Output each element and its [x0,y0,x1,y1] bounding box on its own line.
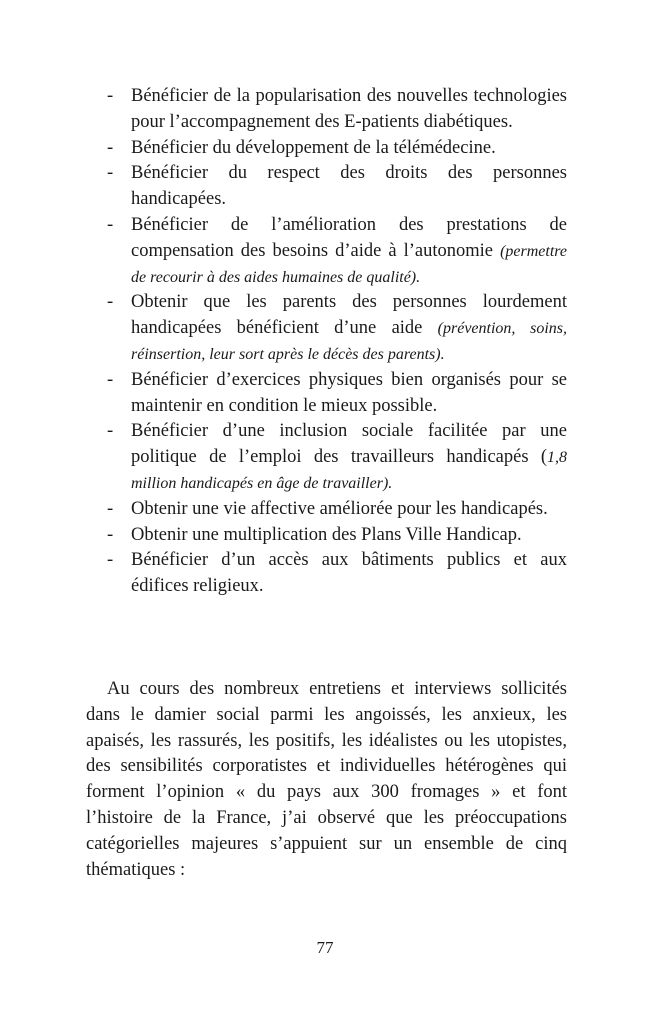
list-item-text: Obtenir une vie affective améliorée pour les handicapés. [131,498,548,519]
list-item [107,419,567,496]
list-dash: - [107,86,114,106]
list-item-text: Obtenir que les parents des personnes lourdement handicapées bénéficient d’une aide [131,292,567,339]
list-item [107,290,567,367]
list-item-note: (prévention, soins, réinsertion, leur sort après le décès des parents). [131,320,567,363]
list-item-note: (permettre de recourir à des aides humaines de qualité). [131,242,567,286]
list-dash: - [107,498,114,519]
list-item [107,213,567,290]
list-item-text: Obtenir une multiplication des Plans Ville Handicap. [131,524,522,545]
list-item [107,523,567,549]
list-item [107,497,567,523]
list-item [107,548,567,600]
list-item-text: Bénéficier de l’amélioration des prestations de compensation des besoins d’aide à l’autonomie [131,214,567,261]
page-number: 77 [316,938,334,957]
list-dash: - [107,137,114,158]
list-dash: - [107,292,114,313]
list-dash: - [107,369,114,390]
list-dash: - [107,214,114,235]
list-item-text: Bénéficier d’exercices physiques bien organisés pour se maintenir en condition le mieux possible. [131,369,567,416]
list-item [107,136,567,162]
list-dash: - [107,524,114,545]
list-dash: - [107,550,114,571]
list-item-note: 1,8 million handicapés en âge de travailler). [131,449,567,492]
list-dash: - [107,421,114,442]
bullet-list [107,84,567,600]
list-item-text: Bénéficier d’une inclusion sociale facilitée par une politique de l’emploi des travailleurs handicapés ( [131,421,567,468]
list-item-text: Bénéficier de la popularisation des nouvelles technologies pour l’accompagnement des E-patients diabétiques. [131,86,567,132]
list-item [107,84,567,136]
body-paragraph: Au cours des nombreux entretiens et interviews sollicités dans le damier social parmi les angoissés, les anxieux, les apaisés, les rassurés, les positifs, les idéalistes ou les utopistes, des sensibilités corporatistes et individuelles hétérogènes qui forment l’opinion « du pays aux 300 fromages » et font l’histoire de la France, j’ai observé que les préoccupations catégorielles majeures s’appuient sur un ensemble de cinq thématiques : [86,679,567,880]
list-item-text: Bénéficier d’un accès aux bâtiments publics et aux édifices religieux. [131,550,567,597]
list-dash: - [107,163,114,184]
list-item-text: Bénéficier du développement de la télémédecine. [131,137,496,158]
list-item [107,161,567,213]
list-item [107,368,567,420]
list-item-text: Bénéficier du respect des droits des personnes handicapées. [131,163,567,210]
